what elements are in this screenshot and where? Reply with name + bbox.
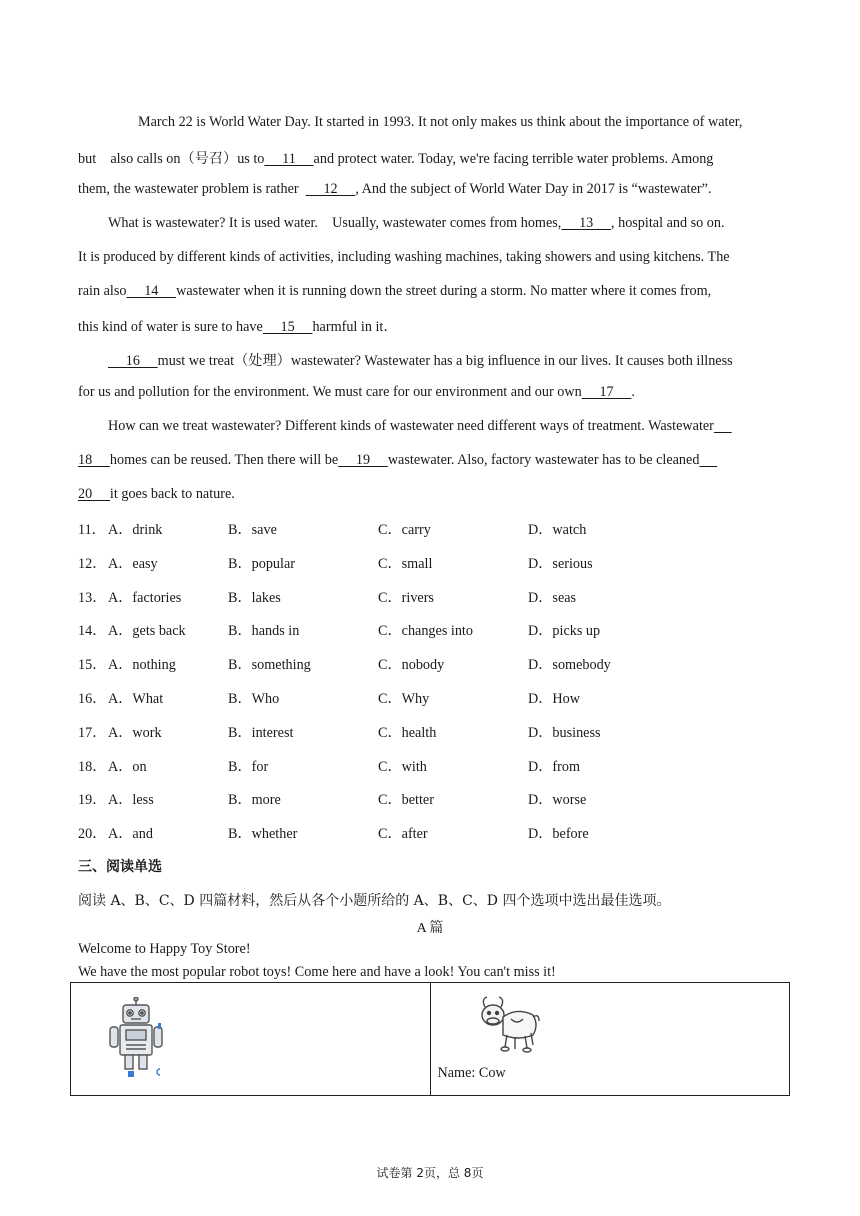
- passage-text: What is wastewater? It is used water. Usually, wastewater comes from homes,: [108, 215, 562, 231]
- passage-text: homes can be reused. Then there will be: [109, 452, 339, 468]
- option-d[interactable]: D．watch: [528, 522, 587, 538]
- option-d[interactable]: D．before: [528, 826, 589, 843]
- option-b[interactable]: B．popular: [228, 555, 295, 572]
- option-c[interactable]: C．after: [378, 826, 428, 843]
- option-b[interactable]: B．for: [228, 758, 269, 775]
- passage-text: It is produced by different kinds of activities, including washing machines, taking showers and using kitchens. The: [78, 249, 730, 265]
- blank-18-start: [714, 418, 732, 434]
- option-b[interactable]: B．hands in: [228, 623, 300, 640]
- passage-line: [138, 114, 742, 131]
- option-d[interactable]: D．seas: [528, 589, 577, 606]
- option-d[interactable]: D．worse: [528, 792, 587, 809]
- option-d[interactable]: D．somebody: [528, 657, 611, 674]
- passage-line: [78, 486, 235, 503]
- passage-text: it goes back to nature.: [109, 486, 235, 502]
- passage-line: [78, 148, 713, 168]
- passage-line: [78, 452, 717, 469]
- blank-17: 17: [581, 384, 632, 400]
- option-d[interactable]: D．from: [528, 758, 581, 775]
- page-footer: 试卷第 2页，总 8页: [376, 1166, 484, 1180]
- question-number: 12．: [78, 555, 107, 572]
- option-c[interactable]: C．carry: [378, 522, 431, 538]
- blank-13: 13: [561, 215, 611, 231]
- passage-line: [108, 350, 733, 370]
- cow-toy-image: [471, 993, 541, 1057]
- passage-text: for us and pollution for the environment. We must care for our environment and our own: [78, 384, 582, 400]
- option-d[interactable]: D．business: [528, 724, 601, 741]
- passage-line: [78, 181, 712, 198]
- section-title: 三、阅读单选: [78, 859, 162, 875]
- passage-text: , hospital and so on.: [611, 215, 725, 231]
- passage-text: , And the subject of World Water Day in 2017 is “wastewater”.: [355, 181, 712, 197]
- blank-11: 11: [264, 151, 314, 167]
- option-c[interactable]: C．health: [378, 724, 437, 741]
- blank-14: 14: [126, 283, 177, 299]
- option-b[interactable]: B．more: [228, 792, 281, 809]
- passage-text: wastewater. Also, factory wastewater has to be cleaned: [387, 452, 700, 468]
- option-c[interactable]: C．changes into: [378, 623, 473, 640]
- option-a[interactable]: A．less: [108, 792, 154, 809]
- passage-text: rain also: [78, 283, 127, 299]
- blank-12: 12: [305, 181, 356, 197]
- question-number: 18．: [78, 758, 107, 775]
- blank-20-start: [699, 452, 717, 468]
- section-instruction: 阅读 A、B、C、D 四篇材料，然后从各个小题所给的 A、B、C、D 四个选项中选出最佳选项。: [78, 893, 671, 909]
- option-a[interactable]: A．on: [108, 758, 147, 775]
- passage-text: this kind of water is sure to have: [78, 319, 263, 335]
- passage-line: [78, 316, 398, 336]
- question-number: 20．: [78, 826, 107, 843]
- option-b[interactable]: B．whether: [228, 826, 298, 843]
- robot-toy-image: [106, 997, 166, 1085]
- option-a[interactable]: A．easy: [108, 555, 158, 572]
- option-c[interactable]: C．with: [378, 758, 427, 775]
- welcome-text: Welcome to Happy Toy Store!: [78, 941, 251, 957]
- passage-text: March 22 is World Water Day. It started in 1993. It not only makes us think about the importance of water,: [138, 114, 743, 130]
- option-a[interactable]: A．What: [108, 691, 164, 707]
- question-number: 17．: [78, 724, 107, 741]
- question-number: 14．: [78, 623, 107, 640]
- toy-name-cow: Name: Cow: [437, 1065, 506, 1081]
- option-a[interactable]: A．factories: [108, 589, 182, 606]
- option-c[interactable]: C．small: [378, 555, 433, 572]
- toy-cell-cow: [430, 983, 790, 1096]
- blank-18: 18: [78, 452, 110, 468]
- option-c[interactable]: C．nobody: [378, 657, 445, 674]
- question-number: 15．: [78, 657, 107, 674]
- passage-text: and protect water. Today, we're facing terrible water problems. Among: [313, 151, 714, 167]
- option-d[interactable]: D．picks up: [528, 623, 601, 640]
- toy-cell-robot: [71, 983, 431, 1096]
- passage-text: must we treat（处理）wastewater? Wastewater has a big influence in our lives. It causes both illness: [157, 353, 733, 369]
- question-number: 13．: [78, 589, 107, 606]
- blank-19: 19: [338, 452, 388, 468]
- option-b[interactable]: B．Who: [228, 691, 280, 707]
- option-a[interactable]: A．and: [108, 826, 153, 843]
- option-c[interactable]: C．Why: [378, 691, 430, 707]
- option-b[interactable]: B．save: [228, 522, 277, 538]
- passage-line: [108, 215, 725, 232]
- option-a[interactable]: A．nothing: [108, 657, 176, 674]
- passage-text: them, the wastewater problem is rather: [78, 181, 306, 197]
- passage-line: [78, 249, 730, 266]
- option-b[interactable]: B．something: [228, 657, 311, 674]
- passage-text: but also calls on（号召）us to: [78, 151, 265, 167]
- blank-20: 20: [78, 486, 110, 502]
- option-a[interactable]: A．drink: [108, 522, 163, 538]
- passage-text: .: [631, 384, 635, 400]
- blank-15: 15: [262, 319, 313, 335]
- passage-text: harmful in it．: [312, 319, 398, 335]
- promo-text: We have the most popular robot toys! Come here and have a look! You can't miss it!: [78, 964, 556, 980]
- passage-line: [108, 418, 732, 435]
- part-title: A 篇: [416, 921, 444, 936]
- passage-line: [78, 283, 711, 300]
- option-d[interactable]: D．How: [528, 691, 581, 707]
- question-number: 19．: [78, 792, 107, 809]
- option-b[interactable]: B．interest: [228, 724, 294, 741]
- blank-16: 16: [108, 353, 158, 369]
- passage-line: [78, 384, 635, 401]
- option-d[interactable]: D．serious: [528, 555, 593, 572]
- question-number: 11．: [78, 522, 106, 538]
- question-number: 16．: [78, 691, 107, 707]
- option-c[interactable]: C．better: [378, 792, 434, 809]
- option-a[interactable]: A．work: [108, 724, 162, 741]
- option-b[interactable]: B．lakes: [228, 589, 281, 606]
- option-a[interactable]: A．gets back: [108, 623, 186, 640]
- toy-table: [70, 982, 790, 1096]
- option-c[interactable]: C．rivers: [378, 589, 434, 606]
- passage-text: wastewater when it is running down the street during a storm. No matter where it comes from,: [176, 283, 712, 299]
- passage-text: How can we treat wastewater? Different kinds of wastewater need different ways of treatment. Wastewater: [108, 418, 714, 434]
